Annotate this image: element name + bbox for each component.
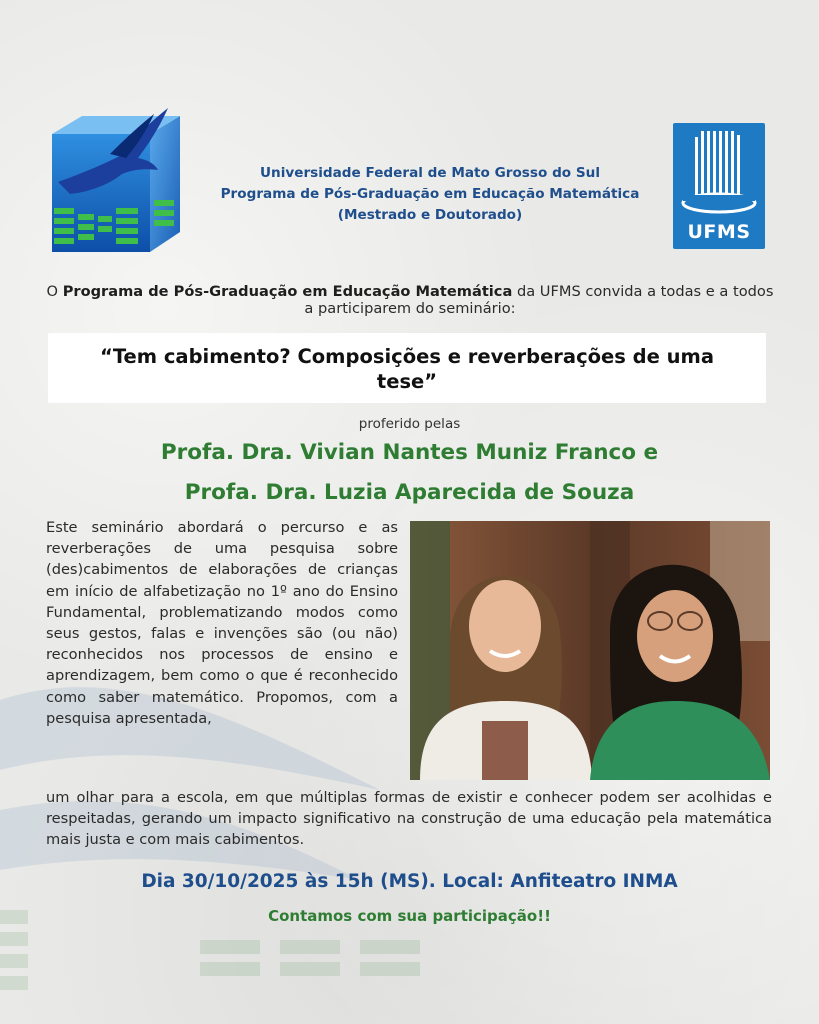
presented-by: proferido pelas: [358, 416, 461, 432]
ufms-logo-text: UFMS: [687, 221, 751, 243]
program-name: Programa de Pós-Graduação em Educação Matemática: [220, 186, 640, 202]
event-date-location: Dia 30/10/2025 às 15h (MS). Local: Anfiteatro INMA: [141, 871, 678, 892]
seminar-title-box: [48, 333, 766, 403]
institution-name: Universidade Federal de Mato Grosso do Sul: [259, 165, 600, 181]
invitation-prefix: O: [46, 283, 63, 300]
invitation-suffix: da UFMS convida a todas e a todos a participarem do seminário:: [304, 283, 774, 317]
speaker-1: Profa. Dra. Vivian Nantes Muniz Franco e: [160, 440, 659, 465]
institution-block: [190, 163, 670, 226]
ufms-building-icon: [673, 123, 765, 223]
invitation-text: [40, 283, 780, 317]
program-degrees: (Mestrado e Doutorado): [337, 207, 523, 223]
description-part-2: um olhar para a escola, em que múltiplas formas de existir e conhecer podem ser acolhidas e respeitadas, gerando um impacto significativo na construção de uma educação pela matemática mais justa e com mais cabimentos.: [46, 789, 772, 849]
speakers-photo: [410, 521, 770, 780]
speaker-2: Profa. Dra. Luzia Aparecida de Souza: [184, 480, 635, 505]
description-part-1: Este seminário abordará o percurso e as reverberações de uma pesquisa sobre (des)cabimentos de elaborações de crianças em início de alfabetização no 1º ano do Ensino Fundamental, problematizando modos como seus gestos, falas e invenções são (ou não) reconhecidos nos processos de ensino e aprendizagem, bem como o que é reconhecido como saber matemático. Propomos, com a pesquisa apresentada,: [46, 519, 398, 727]
edumat-logo: [50, 104, 182, 254]
invitation-program: Programa de Pós-Graduação em Educação Matemática: [62, 283, 513, 300]
seminar-title: “Tem cabimento? Composições e reverberações de uma tese”: [100, 345, 714, 393]
closing-message: Contamos com sua participação!!: [268, 907, 551, 925]
speakers-photo-illustration: [410, 521, 770, 780]
ufms-logo: [673, 123, 765, 249]
